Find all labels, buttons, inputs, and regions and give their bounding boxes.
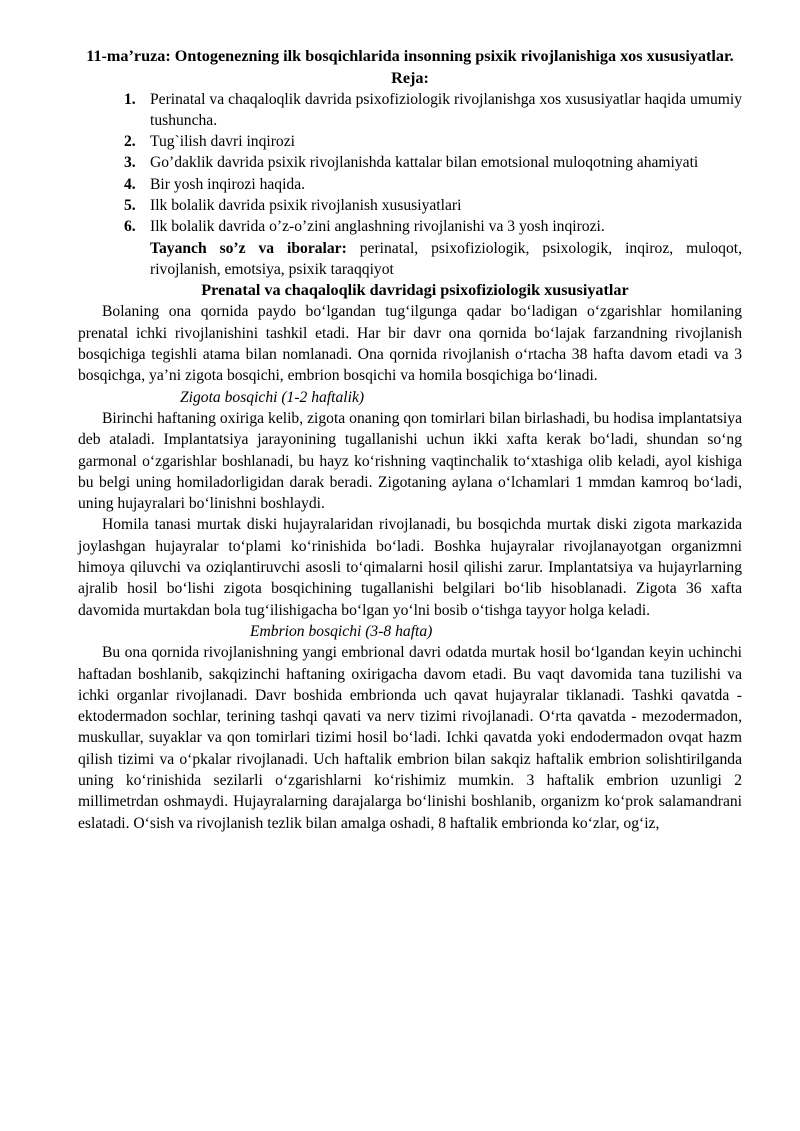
plan-item: 5. Ilk bolalik davrida psixik rivojlanish xususiyatlari [124, 196, 462, 214]
keywords-block [78, 238, 742, 281]
plan-item: 6. Ilk bolalik davrida o’z-o’zini anglashning rivojlanishi va 3 yosh inqirozi. [124, 218, 605, 236]
keywords-label: Tayanch so’z va iboralar: [150, 239, 347, 257]
plan-item: 2. Tug`ilish davri inqirozi [124, 133, 295, 151]
plan-heading: Reja: [391, 68, 429, 87]
zigota-paragraph-2: Homila tanasi murtak diski hujayralaridan rivojlanadi, bu bosqichda murtak diski zigota markazida joylashgan hujayralar to‘plami ko‘rinishida bo‘ladi. Boshka hujayralar rivojlanayotgan organizmni himoya qiluvchi va oziqlantiruvchi asosli to‘qimalarni hosil qilishi zarur. Implantatsiya va hujayrlarning ajralib hosil bo‘lishi zigota bosqichining tugallanishi belgilari bo‘lib hisoblanadi. Zigota 36 xafta davomida murtakdan bola tug‘ilishigacha bo‘lgan yo‘lni bosib o‘tishga tayyor holga keladi. [78, 516, 742, 619]
document-body [78, 46, 742, 834]
keywords-text: perinatal, psixofiziologik, psixologik, inqiroz, muloqot, rivojlanish, emotsiya, psixik taraqqiyot [150, 239, 742, 278]
intro-paragraph: Bolaning ona qornida paydo bo‘lgandan tug‘ilgunga qadar bo‘ladigan o‘zgarishlar homilaning prenatal ichki rivojlanishini tashkil etadi. Har bir davr ona qornida bo‘lajak farzandning rivojlanish bosqichiga tegishli atama bilan nomlanadi. Ona qornida rivojlanish o‘rtacha 38 hafta davom etadi va 3 bosqichga, ya’ni zigota bosqichi, embrion bosqichi va homila bosqichiga bo‘linadi. [78, 303, 742, 385]
section-heading: Prenatal va chaqaloqlik davridagi psixofiziologik xususiyatlar [201, 281, 629, 300]
plan-item: 3. Go’daklik davrida psixik rivojlanishda kattalar bilan emotsional muloqotning ahamiyati [124, 154, 699, 172]
embrion-paragraph-1: Bu ona qornida rivojlanishning yangi embrional davri odatda murtak hosil bo‘lgandan keyin uchinchi haftadan boshlanib, sakqizinchi haftaning oxirigacha davom etadi. Bu vaqt davomida tana tuzilishi va ichki organlar rivojlanadi. Davr boshida embrionda uch qavat hujayralar tiklanadi. Tashki qavatda - ektodermadon sochlar, terining tashqi qavati va nerv tizimi rivojlanadi. O‘rta qavatda - mezodermadon, muskullar, suyaklar va qon tomirlari tizimi hosil bo‘ladi. Ichki qavatda yoki endodermadon ovqat hazm qilish tizimi va o‘pkalar rivojlanadi. Uch haftalik embrion bilan sakqiz haftalik embrion solishtirilganda uning ko‘rinishida sezilarli o‘zgarishlarni ko‘rishimiz mumkin. 3 haftalik embrion uzunligi 2 millimetrdan oshmaydi. Hujayralarning darajalarga bo‘linishi boshlanib, organizm ko‘prok salamandrani eslatadi. O‘sish va rivojlanish tezlik bilan amalga oshadi, 8 haftalik embrionda ko‘zlar, og‘iz, [78, 644, 742, 832]
embrion-heading: Embrion bosqichi (3-8 hafta) [250, 622, 433, 640]
zigota-paragraph-1: Birinchi haftaning oxiriga kelib, zigota onaning qon tomirlari bilan birlashadi, bu hodisa implantatsiya deb ataladi. Implantatsiya jarayonining tugallanishi uchun ikki xafta kerak bo‘ladi, shundan so‘ng garmonal o‘zgarishlar boshlanadi, bu hayz ko‘rishning vaqtinchalik to‘xtashiga olib keladi, ayol kishiga bu belgi uning homiladorligidan darak beradi. Zigotaning aylana o‘lchamlari 1 mmdan kamroq bo‘ladi, uning hujayralari bo‘linishni boshlaydi. [78, 409, 742, 513]
plan-list [78, 89, 742, 238]
plan-item: 4. Bir yosh inqirozi haqida. [124, 175, 306, 193]
zigota-heading: Zigota bosqichi (1-2 haftalik) [180, 388, 365, 406]
plan-item: 1. Perinatal va chaqaloqlik davrida psixofiziologik rivojlanishga xos xususiyatlar haqida umumiy tushuncha. [124, 90, 742, 129]
lecture-title: 11-ma’ruza: Ontogenezning ilk bosqichlarida insonning psixik rivojlanishiga xos xususiyatlar. [86, 47, 734, 65]
